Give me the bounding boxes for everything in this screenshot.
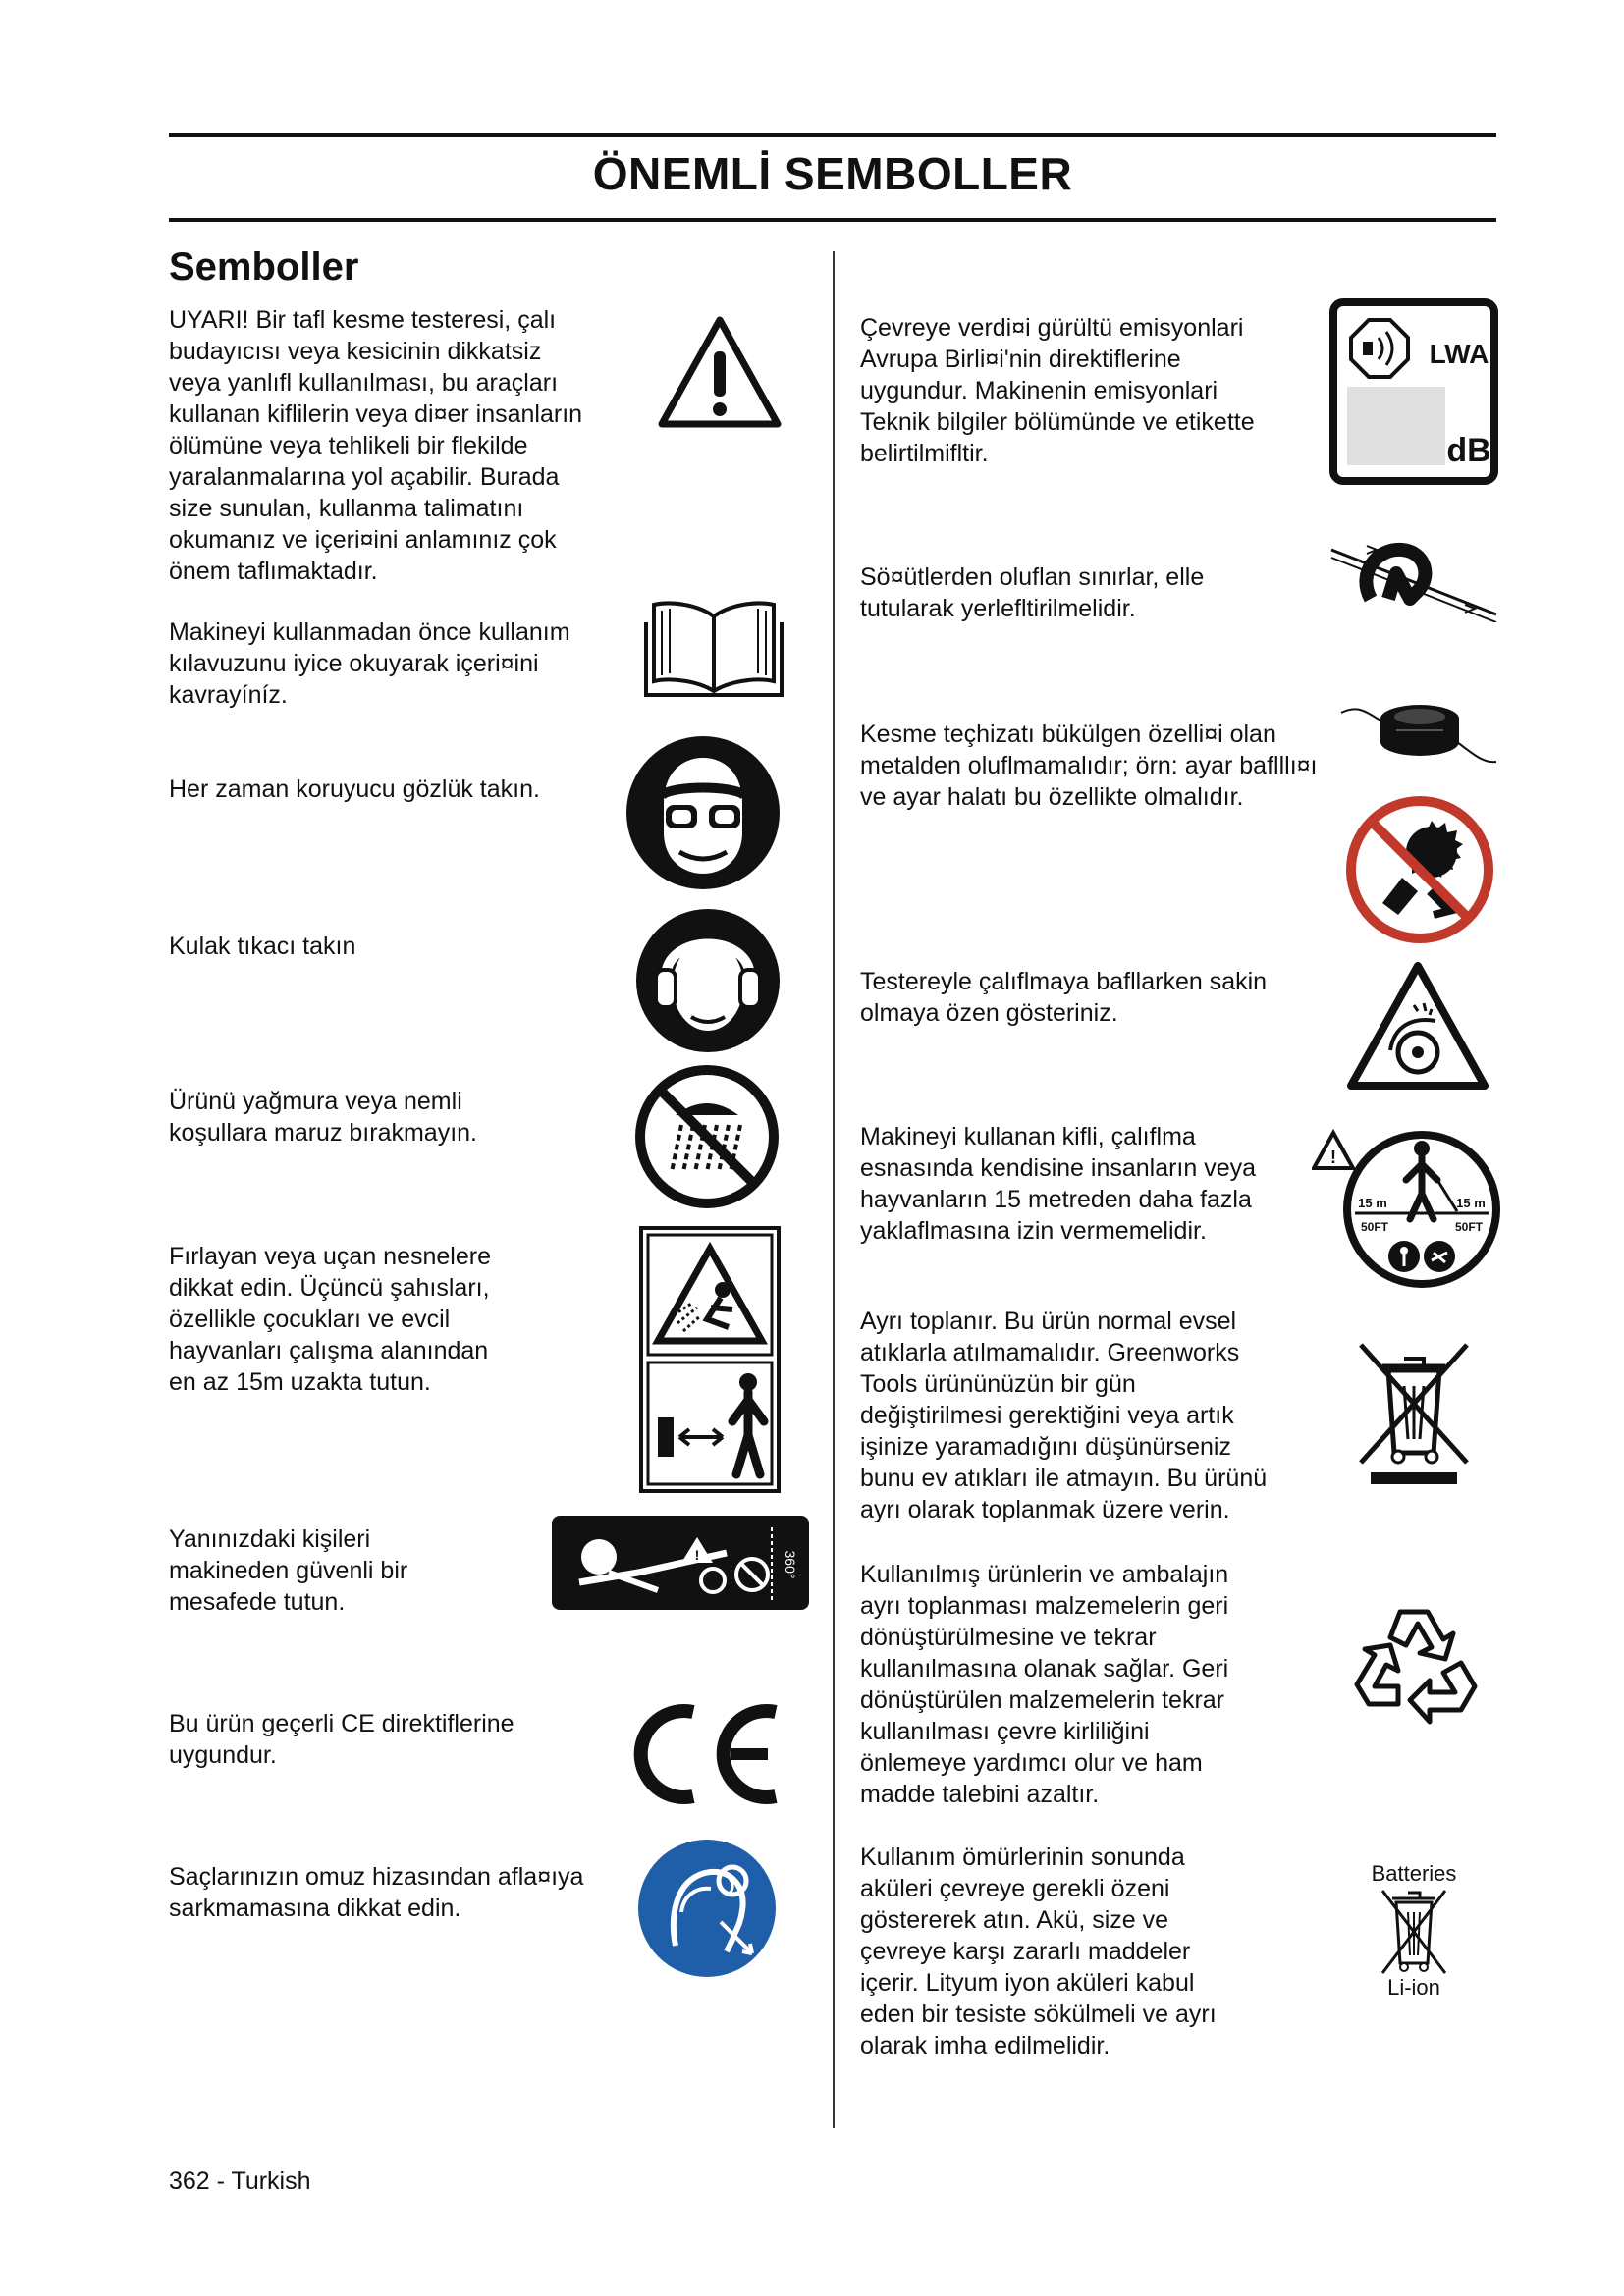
distance-m-left-label: 15 m — [1358, 1196, 1387, 1210]
open-book-icon — [644, 593, 784, 699]
safety-goggles-icon — [624, 734, 782, 891]
distance-m-right-label: 15 m — [1456, 1196, 1486, 1210]
noise-db-label: dB — [1446, 432, 1491, 469]
page-footer: 362 - Turkish — [169, 2167, 311, 2195]
left-text-hair: Saçlarınızın omuz hizasından afla¤ıya sarkmamasına dikkat edin. — [169, 1863, 584, 1922]
blade-thrust-warning-icon — [1345, 960, 1490, 1094]
right-text-line-loading: Sö¤ütlerden oluflan sınırlar, elle tutularak yerlefltirilmelidir. — [860, 563, 1205, 622]
column-divider — [833, 251, 835, 2128]
section-title: Semboller — [169, 245, 359, 289]
right-text-thrust: Testereyle çalıflmaya bafllarken sakin olmaya özen gösteriniz. — [860, 968, 1268, 1027]
title-underline-rule — [169, 218, 1496, 222]
left-text-goggles: Her zaman koruyucu gözlük takın. — [169, 775, 540, 803]
trimmer-head-icon — [1337, 693, 1500, 775]
left-text-manual: Makineyi kullanmadan önce kullanım kılavuzunu iyice okuyarak içeri¤ini kavrayíníz. — [169, 618, 570, 709]
trimmer-safe-distance-icon — [550, 1514, 811, 1612]
warning-triangle-icon — [656, 314, 784, 430]
svg-text:!: ! — [694, 1547, 700, 1563]
left-text-ce: Bu ürün geçerli CE direktiflerine uygundur. — [169, 1710, 514, 1769]
flying-objects-keep-distance-icon — [638, 1225, 782, 1494]
left-text-flying-objects: Fırlayan veya uçan nesnelere dikkat edin. Üçüncü şahısları, özellikle çocukları ve evcil hayvanları çalışma alanından en az 15m uzakta tutun. — [169, 1243, 491, 1396]
recycle-icon — [1347, 1594, 1481, 1728]
right-text-noise: Çevreye verdi¤i gürültü emisyonlari Avrupa Birli¤i'nin direktiflerine uygundur. Makinenin emisyonlari Teknik bilgiler bölümünde ve etikette belirtilmifltir. — [860, 314, 1255, 467]
noise-lwa-label: LWA — [1429, 339, 1489, 369]
left-text-warning: UYARI! Bir tafl kesme testeresi, çalı budayıcısı veya kesicinin dikkatsiz veya yanlıfl kullanılması, bu araçları kullanan kiflilerin veya di¤er insanların ölümüne veya tehlikeli bir flekilde yaralanmalarına yol açabilir. Burada size sunulan, kullanma talimatını okumanız ve içeri¤ini anlamınız çok önem taflımaktadır. — [169, 306, 583, 585]
right-text-recycle: Kullanılmış ürünlerin ve ambalajın ayrı toplanması malzemelerin geri dönüştürülmesine ve tekrar kullanılmasına olanak sağlar. Geri dönüştürülen malzemelerin tekrar kullanılması çevre kirliliğini önlemeye yardımcı olur ve ham madde talebini azaltır. — [860, 1561, 1229, 1808]
svg-text:!: ! — [1330, 1148, 1336, 1167]
right-text-cutting-head: Kesme teçhizatı bükülgen özelli¤i olan metalden oluflmamalıdır; örn: ayar baflllı¤ı ve ayar halatı bu özellikte olmalıdır. — [860, 721, 1318, 811]
page-title: ÖNEMLİ SEMBOLLER — [592, 148, 1073, 199]
left-text-bystanders: Yanınızdaki kişileri makineden güvenli bir mesafede tutun. — [169, 1525, 408, 1616]
noise-emission-lwa-icon — [1329, 298, 1498, 485]
left-text-ear: Kulak tıkacı takın — [169, 933, 356, 960]
left-text-rain: Ürünü yağmura veya nemli koşullara maruz bırakmayın. — [169, 1088, 478, 1147]
ce-mark-icon — [628, 1698, 785, 1810]
weee-bin-icon — [1353, 1337, 1475, 1486]
distance-ft-right-label: 50FT — [1454, 1220, 1484, 1234]
right-text-weee: Ayrı toplanır. Bu ürün normal evsel atıklarla atılmamalıdır. Greenworks Tools ürününüzün bir gün değiştirilmesi gerektiğini veya artık işinize yaramadığını düşünürseniz bunu ev atıkları ile atmayın. Bu ürünü ayrı olarak toplanmak üzere verin. — [860, 1308, 1268, 1523]
distance-ft-left-label: 50FT — [1360, 1220, 1389, 1234]
no-rain-icon — [632, 1062, 782, 1211]
line-loading-icon — [1327, 534, 1500, 622]
batteries-bottom-label: Li-ion — [1387, 1975, 1440, 1999]
keep-15m-distance-icon — [1312, 1129, 1500, 1290]
right-text-15m: Makineyi kullanan kifli, çalıflma esnasında kendisine insanların veya hayvanların 15 metreden daha fazla yaklaflmasına izin vermemelidir. — [860, 1123, 1257, 1245]
top-rule — [169, 133, 1496, 137]
ear-protection-icon — [634, 907, 782, 1054]
no-metal-blade-icon — [1343, 793, 1496, 946]
tie-back-hair-icon — [636, 1838, 778, 1979]
right-text-battery: Kullanım ömürlerinin sonunda aküleri çevreye gerekli özeni göstererek atın. Akü, size ve çevreye karşı zararlı maddeler içerir. Lityum iyon aküleri kabul eden bir tesiste sökülmeli ve ayrı olarak imha edilmelidir. — [860, 1843, 1217, 2059]
battery-disposal-icon — [1355, 1861, 1473, 1999]
distance-360-label: 360° — [783, 1550, 798, 1579]
batteries-top-label: Batteries — [1371, 1861, 1457, 1886]
